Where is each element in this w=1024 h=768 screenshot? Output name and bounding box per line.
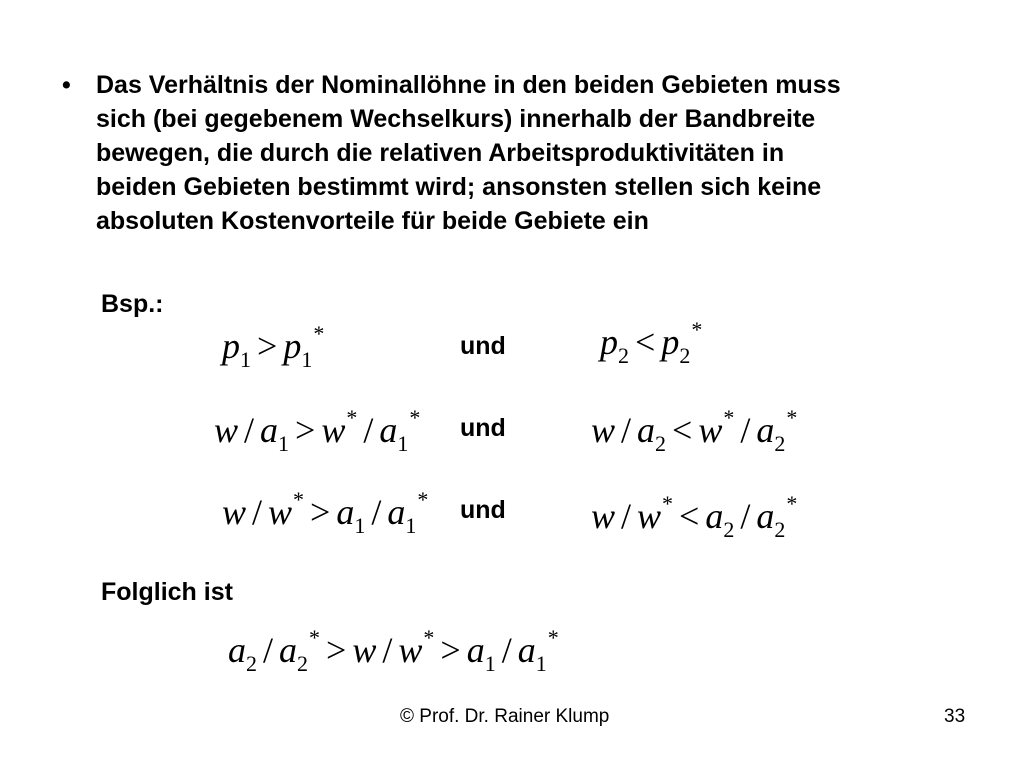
formula-conclusion: $a_2 / a_2^* > w / w^* > a_1 / a_1^*$ xyxy=(228,625,559,676)
bullet-line-3: bewegen, die durch die relativen Arbeitsproduktivitäten in xyxy=(96,139,785,167)
connector-und-2: und xyxy=(460,414,506,442)
formula-wage-productivity-2: $w / a_2 < w^* / a_2^*$ xyxy=(591,405,798,456)
bullet-line-1: Das Verhältnis der Nominallöhne in den beiden Gebieten muss xyxy=(96,71,841,99)
conclusion-label: Folglich ist xyxy=(101,578,233,606)
connector-und-3: und xyxy=(460,496,506,524)
formula-wage-productivity-1: $w / a_1 > w^* / a_1^*$ xyxy=(214,405,421,456)
formula-wage-ratio-1: $w / w^* > a_1 / a_1^*$ xyxy=(222,487,429,538)
formula-wage-ratio-2: $w / w^* < a_2 / a_2^*$ xyxy=(591,491,798,542)
formula-price-2: $p_2 < p_2^*$ xyxy=(600,317,703,368)
example-label: Bsp.: xyxy=(101,290,164,318)
bullet-symbol: • xyxy=(62,71,71,99)
bullet-paragraph xyxy=(62,68,962,238)
bullet-line-5: absoluten Kostenvorteile für beide Gebiete ein xyxy=(96,207,649,235)
connector-und-1: und xyxy=(460,332,506,360)
bullet-text xyxy=(96,68,962,238)
bullet-line-4: beiden Gebieten bestimmt wird; ansonsten stellen sich keine xyxy=(96,173,822,201)
page-number: 33 xyxy=(944,706,966,727)
footer-credit: © Prof. Dr. Rainer Klump xyxy=(400,706,610,727)
formula-price-1: $p_1 > p_1^*$ xyxy=(222,321,325,372)
bullet-line-2: sich (bei gegebenem Wechselkurs) innerhalb der Bandbreite xyxy=(96,105,816,133)
